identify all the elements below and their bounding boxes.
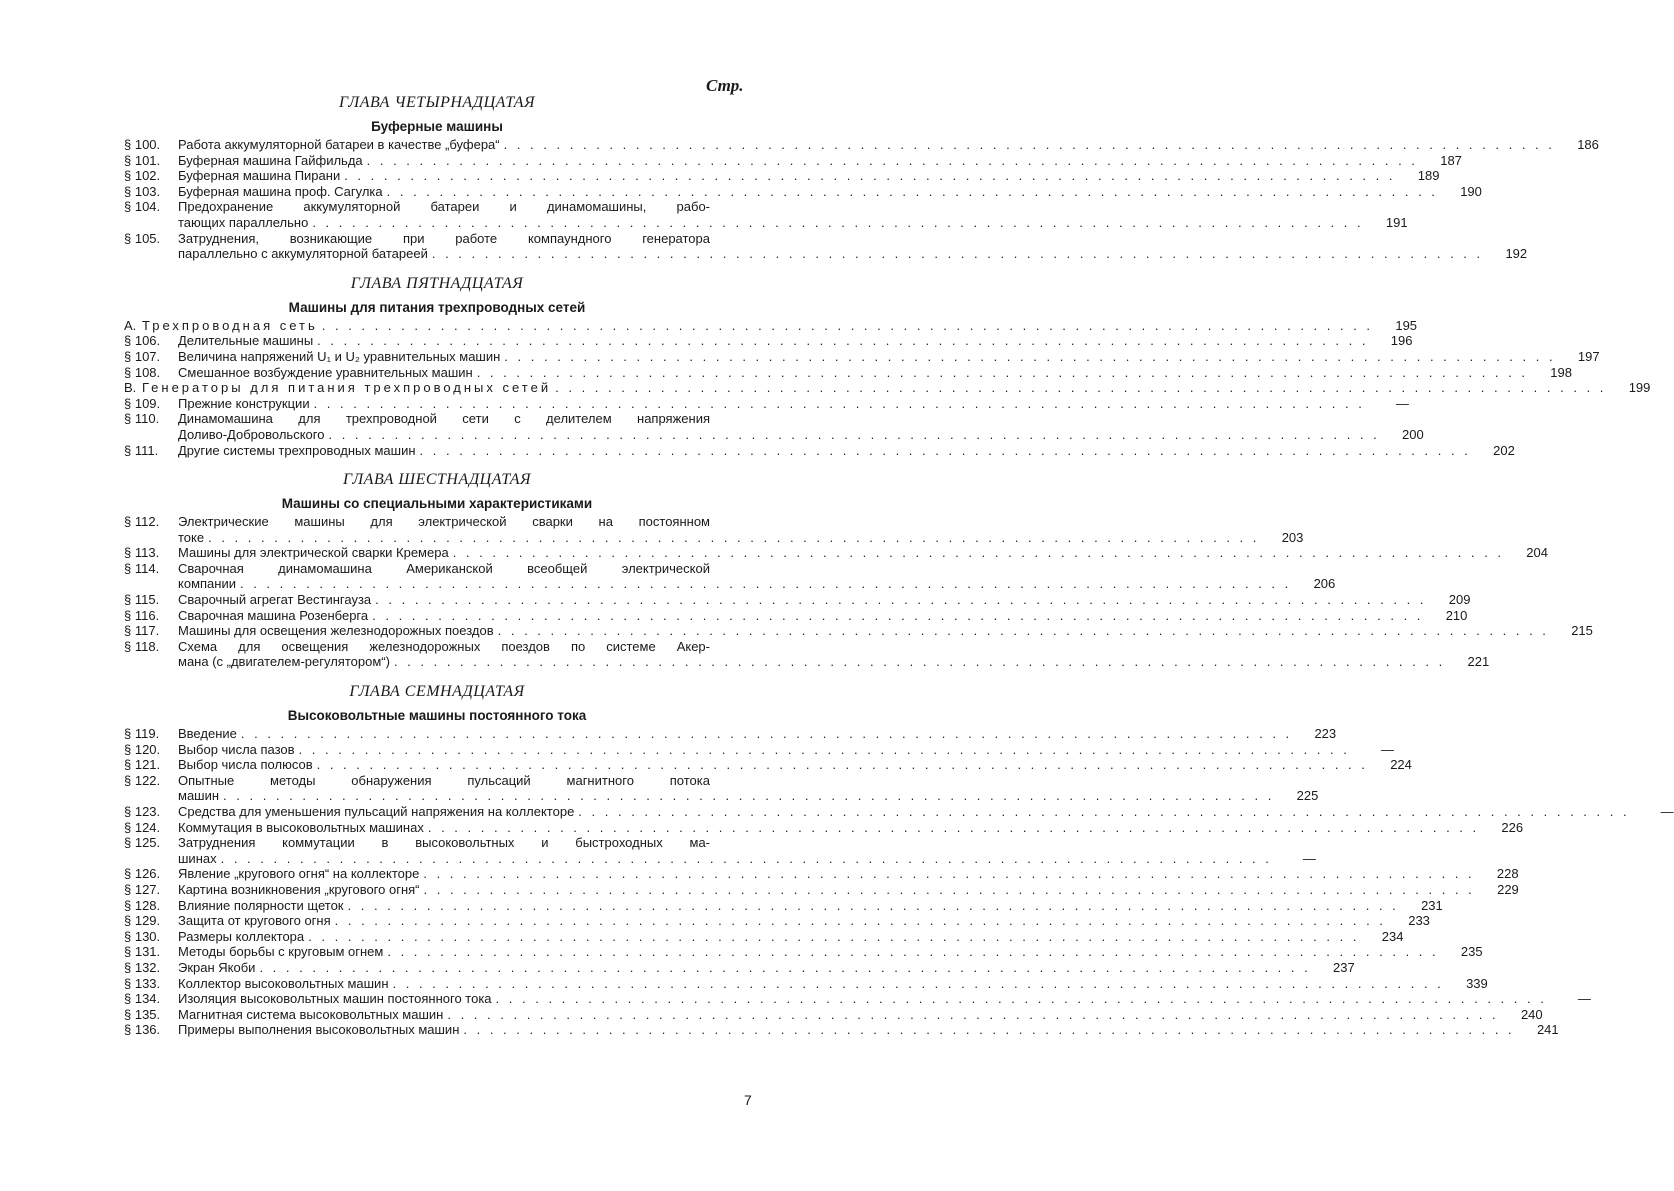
dot-leader: . . . . . . . . . . . . . . . . . . . . . . . . . . . . . . . . . . . . . . . . . . . . . . . . . . . . . . . . . . . . . . . . . . . . . . . . . . . . . . . .: [366, 152, 1418, 168]
entry-title-line: компании: [178, 576, 236, 592]
section-number: § 113.: [124, 545, 160, 561]
section-number: § 119.: [124, 726, 160, 742]
entry-page-number: 237: [1333, 959, 1355, 975]
dot-leader: . . . . . . . . . . . . . . . . . . . . . . . . . . . . . . . . . . . . . . . . . . . . . . . . . . . . . . . . . . . . . . . . . . . . . . . . . . . . . . . .: [223, 788, 1275, 804]
entry-page-number: 215: [1571, 623, 1593, 639]
entry-title-line: Затруднения коммутации в высоковольтных и быстроходных ма-: [178, 835, 710, 851]
toc-entry[interactable]: [124, 168, 1440, 184]
section-number: § 114.: [124, 560, 160, 576]
entry-page-number: 190: [1460, 183, 1482, 199]
section-number: § 118.: [124, 638, 160, 654]
entry-title-line: Влияние полярности щеток: [178, 897, 344, 913]
entry-title-line: Коммутация в высоковольтных машинах: [178, 819, 424, 835]
section-number: § 115.: [124, 592, 160, 608]
dot-leader: . . . . . . . . . . . . . . . . . . . . . . . . . . . . . . . . . . . . . . . . . . . . . . . . . . . . . . . . . . . . . . . . . . . . . . . . . . . . . . . .: [313, 395, 1365, 411]
dot-leader: . . . . . . . . . . . . . . . . . . . . . . . . . . . . . . . . . . . . . . . . . . . . . . . . . . . . . . . . . . . . . . . . . . . . . . . . . . . . . . . .: [239, 576, 1292, 592]
toc-entry[interactable]: [124, 183, 1482, 200]
entry-title-line: Сварочная машина Розенберга: [178, 607, 369, 623]
entry-title-line: Буферная машина Гайфильда: [178, 152, 363, 168]
entry-title-line: Делительные машины: [178, 333, 314, 349]
dot-leader: . . . . . . . . . . . . . . . . . . . . . . . . . . . . . . . . . . . . . . . . . . . . . . . . . . . . . . . . . . . . . . . . . . . . . . . . . . . . . . . .: [555, 380, 1607, 396]
toc-entry[interactable]: [124, 545, 1548, 561]
toc-entry[interactable]: [124, 975, 1488, 992]
entry-page-number: 210: [1445, 607, 1468, 623]
toc-entry[interactable]: [124, 638, 1490, 670]
entry-title-line: Другие системы трехпроводных машин: [178, 442, 416, 458]
dot-leader: . . . . . . . . . . . . . . . . . . . . . . . . . . . . . . . . . . . . . . . . . . . . . . . . . . . . . . . . . . . . . . . . . . . . . . . . . . . . . . . .: [347, 897, 1399, 913]
toc-entry[interactable]: [124, 348, 1600, 365]
entry-title-line: Защита от кругового огня: [178, 913, 331, 929]
dot-leader: . . . . . . . . . . . . . . . . . . . . . . . . . . . . . . . . . . . . . . . . . . . . . . . . . . . . . . . . . . . . . . . . . . . . . . . . . . . . . . . .: [316, 757, 1368, 773]
section-number: § 120.: [124, 741, 161, 757]
entry-page-number: 199: [1628, 380, 1651, 396]
entry-page-number: 189: [1417, 168, 1440, 184]
entry-page-number: 197: [1577, 348, 1600, 364]
entry-page-number: 233: [1408, 913, 1430, 929]
entry-title-line: Методы борьбы с круговым огнем: [178, 944, 384, 960]
entry-page-number: 204: [1526, 545, 1548, 561]
section-number: § 128.: [124, 897, 161, 913]
dot-leader: . . . . . . . . . . . . . . . . . . . . . . . . . . . . . . . . . . . . . . . . . . . . . . . . . . . . . . . . . . . . . . . . . . . . . . . . . . . . . . . .: [317, 333, 1369, 349]
entry-title-line: Буферная машина проф. Сагулка: [178, 183, 383, 199]
entry-page-number: 231: [1421, 897, 1443, 913]
chapter-title: ГЛАВА ЧЕТЫРНАДЦАТАЯ: [339, 94, 535, 111]
dot-leader: . . . . . . . . . . . . . . . . . . . . . . . . . . . . . . . . . . . . . . . . . . . . . . . . . . . . . . . . . . . . . . . . . . . . . . . . . . . . . . . .: [240, 726, 1293, 742]
toc-entry[interactable]: [124, 364, 1572, 381]
dot-leader: . . . . . . . . . . . . . . . . . . . . . . . . . . . . . . . . . . . . . . . . . . . . . . . . . . . . . . . . . . . . . . . . . . . . . . . . . . . . . . . .: [463, 1022, 1515, 1038]
dot-leader: . . . . . . . . . . . . . . . . . . . . . . . . . . . . . . . . . . . . . . . . . . . . . . . . . . . . . . . . . . . . . . . . . . . . . . . . . . . . . . . .: [386, 183, 1438, 199]
dot-leader: . . . . . . . . . . . . . . . . . . . . . . . . . . . . . . . . . . . . . . . . . . . . . . . . . . . . . . . . . . . . . . . . . . . . . . . . . . . . . . . .: [431, 246, 1484, 262]
section-number: § 135.: [124, 1006, 161, 1022]
dot-leader: . . . . . . . . . . . . . . . . . . . . . . . . . . . . . . . . . . . . . . . . . . . . . . . . . . . . . . . . . . . . . . . . . . . . . . . . . . . . . . . .: [387, 944, 1439, 960]
chapter-title: ГЛАВА СЕМНАДЦАТАЯ: [349, 683, 525, 701]
toc-entry[interactable]: [124, 442, 1515, 459]
toc-entry[interactable]: [124, 592, 1471, 608]
dot-leader: . . . . . . . . . . . . . . . . . . . . . . . . . . . . . . . . . . . . . . . . . . . . . . . . . . . . . . . . . . . . . . . . . . . . . . . . . . . . . . . .: [208, 529, 1260, 545]
entry-page-number: 240: [1520, 1006, 1543, 1022]
entry-page-number: —: [1395, 395, 1409, 411]
entry-title-line: Затруднения, возникающие при работе компаундного генератора: [178, 230, 710, 246]
entry-page-number: 209: [1448, 592, 1471, 608]
entry-page-number: 228: [1496, 866, 1519, 882]
toc-entry[interactable]: [124, 928, 1404, 945]
entry-title-line: Предохранение аккумуляторной батареи и динамомашины, рабо-: [178, 199, 710, 215]
entry-page-number: 229: [1497, 881, 1519, 897]
entry-title-line: Величина напряжений U₁ и U₂ уравнительных машин: [178, 348, 501, 364]
dot-leader: . . . . . . . . . . . . . . . . . . . . . . . . . . . . . . . . . . . . . . . . . . . . . . . . . . . . . . . . . . . . . . . . . . . . . . . . . . . . . . . .: [392, 975, 1444, 991]
section-number: § 102.: [124, 168, 161, 184]
entry-page-number: 203: [1281, 529, 1304, 545]
section-number: § 134.: [124, 991, 161, 1007]
chapter-subtitle: Буферные машины: [371, 119, 503, 134]
section-number: § 131.: [124, 944, 161, 960]
toc-entry[interactable]: [124, 804, 1674, 820]
section-number: § 133.: [124, 975, 161, 991]
entry-page-number: 192: [1505, 246, 1528, 262]
dot-leader: . . . . . . . . . . . . . . . . . . . . . . . . . . . . . . . . . . . . . . . . . . . . . . . . . . . . . . . . . . . . . . . . . . . . . . . . . . . . . . . .: [504, 348, 1556, 364]
toc-entry[interactable]: [124, 1006, 1543, 1023]
toc-entry[interactable]: [124, 199, 1408, 230]
toc-entry[interactable]: [124, 560, 1336, 592]
section-number: § 109.: [124, 395, 161, 411]
entry-page-number: —: [1577, 991, 1591, 1007]
toc-entry[interactable]: [124, 623, 1593, 639]
entry-title-line: Трехпроводная сеть: [142, 317, 318, 333]
toc-entry[interactable]: [124, 230, 1528, 262]
entry-title-line: Динамомашина для трехпроводной сети с делителем напряжения: [178, 411, 710, 427]
section-number: § 103.: [124, 183, 161, 199]
dot-leader: . . . . . . . . . . . . . . . . . . . . . . . . . . . . . . . . . . . . . . . . . . . . . . . . . . . . . . . . . . . . . . . . . . . . . . . . . . . . . . . .: [328, 426, 1380, 442]
section-number: § 112.: [124, 514, 160, 530]
dot-leader: . . . . . . . . . . . . . . . . . . . . . . . . . . . . . . . . . . . . . . . . . . . . . . . . . . . . . . . . . . . . . . . . . . . . . . . . . . . . . . . .: [423, 866, 1475, 882]
entry-page-number: 225: [1296, 788, 1319, 804]
section-number: § 132.: [124, 959, 161, 975]
entry-title-line: Картина возникновения „кругового огня“: [178, 881, 420, 897]
entry-title-line: Выбор числа пазов: [178, 741, 295, 757]
entry-page-number: 339: [1466, 975, 1488, 991]
dot-leader: . . . . . . . . . . . . . . . . . . . . . . . . . . . . . . . . . . . . . . . . . . . . . . . . . . . . . . . . . . . . . . . . . . . . . . . . . . . . . . . .: [321, 317, 1374, 333]
toc-entry[interactable]: [124, 741, 1394, 758]
dot-leader: . . . . . . . . . . . . . . . . . . . . . . . . . . . . . . . . . . . . . . . . . . . . . . . . . . . . . . . . . . . . . . . . . . . . . . . . . . . . . . . .: [344, 168, 1396, 184]
entry-page-number: 206: [1313, 576, 1336, 592]
section-number: § 100.: [124, 137, 161, 152]
section-number: § 129.: [124, 913, 161, 929]
section-number: § 108.: [124, 364, 161, 380]
entry-page-number: 186: [1577, 137, 1599, 152]
toc-entry[interactable]: В. Генераторы для питания трехпроводных сетей . . . . . . . . . . . . . . . . . . . . . . . . . . . . . . . . . . . . . . . . . . . . . . . . . . . . . . . . . . . . . . . . . . . . . . . . . . . . . . . . 199: [124, 380, 1651, 396]
toc-entry[interactable]: [124, 944, 1483, 960]
entry-page-number: 195: [1395, 317, 1418, 333]
dot-leader: . . . . . . . . . . . . . . . . . . . . . . . . . . . . . . . . . . . . . . . . . . . . . . . . . . . . . . . . . . . . . . . . . . . . . . . . . . . . . . . .: [375, 592, 1427, 608]
entry-page-number: 187: [1440, 152, 1462, 168]
entry-title-line: Выбор числа полюсов: [178, 757, 313, 773]
entry-page-number: —: [1660, 804, 1674, 819]
toc-entry[interactable]: [124, 152, 1462, 169]
toc-entry[interactable]: А. Трехпроводная сеть . . . . . . . . . . . . . . . . . . . . . . . . . . . . . . . . . . . . . . . . . . . . . . . . . . . . . . . . . . . . . . . . . . . . . . . . . . . . . . . . 195: [124, 317, 1418, 333]
entry-title-line: Генераторы для питания трехпроводных сетей: [142, 380, 552, 396]
toc-entry[interactable]: [124, 411, 1424, 442]
toc-entry[interactable]: [124, 395, 1409, 412]
section-number: § 101.: [124, 152, 161, 168]
toc-entry[interactable]: [124, 866, 1519, 882]
toc-entry[interactable]: [124, 991, 1591, 1007]
dot-leader: . . . . . . . . . . . . . . . . . . . . . . . . . . . . . . . . . . . . . . . . . . . . . . . . . . . . . . . . . . . . . . . . . . . . . . . . . . . . . . . .: [476, 364, 1528, 380]
entry-title-line: тающих параллельно: [178, 214, 309, 230]
section-number: § 116.: [124, 607, 160, 623]
chapter-title: ГЛАВА ШЕСТНАДЦАТАЯ: [342, 471, 532, 489]
section-number: § 130.: [124, 928, 161, 944]
section-number: § 121.: [124, 757, 161, 773]
toc-entry[interactable]: [124, 959, 1355, 976]
entry-title-line: Опытные методы обнаружения пульсаций магнитного потока: [178, 772, 710, 788]
entry-page-number: 221: [1467, 654, 1490, 670]
dot-leader: . . . . . . . . . . . . . . . . . . . . . . . . . . . . . . . . . . . . . . . . . . . . . . . . . . . . . . . . . . . . . . . . . . . . . . . . . . . . . . . .: [503, 137, 1555, 152]
section-number: § 126.: [124, 866, 161, 882]
dot-leader: . . . . . . . . . . . . . . . . . . . . . . . . . . . . . . . . . . . . . . . . . . . . . . . . . . . . . . . . . . . . . . . . . . . . . . . . . . . . . . . .: [452, 545, 1504, 561]
entry-title-line: Явление „кругового огня“ на коллекторе: [178, 866, 420, 882]
section-number: § 106.: [124, 333, 161, 349]
entry-page-number: —: [1302, 850, 1316, 866]
section-number: § 107.: [124, 348, 161, 364]
toc-entry[interactable]: [124, 772, 1319, 804]
entry-title-line: Смешанное возбуждение уравнительных машин: [178, 364, 473, 380]
toc-entry[interactable]: [124, 881, 1519, 898]
entry-title-line: Введение: [178, 726, 237, 742]
dot-leader: . . . . . . . . . . . . . . . . . . . . . . . . . . . . . . . . . . . . . . . . . . . . . . . . . . . . . . . . . . . . . . . . . . . . . . . . . . . . . . . .: [372, 607, 1424, 623]
toc-entry[interactable]: [124, 333, 1413, 349]
entry-page-number: 196: [1390, 333, 1413, 349]
section-number: § 125.: [124, 835, 161, 851]
entry-page-number: 224: [1390, 757, 1412, 773]
section-number: § 123.: [124, 804, 161, 819]
dot-leader: . . . . . . . . . . . . . . . . . . . . . . . . . . . . . . . . . . . . . . . . . . . . . . . . . . . . . . . . . . . . . . . . . . . . . . . . . . . . . . . .: [427, 819, 1480, 835]
chapter-title: ГЛАВА ПЯТНАДЦАТАЯ: [350, 274, 524, 292]
toc-entry[interactable]: [124, 913, 1430, 929]
toc-entry[interactable]: [124, 897, 1443, 914]
toc-entry[interactable]: [124, 819, 1524, 836]
entry-page-number: 226: [1501, 819, 1524, 835]
entry-page-number: 191: [1385, 214, 1408, 230]
dot-leader: . . . . . . . . . . . . . . . . . . . . . . . . . . . . . . . . . . . . . . . . . . . . . . . . . . . . . . . . . . . . . . . . . . . . . . . . . . . . . . . .: [259, 959, 1311, 975]
entry-title-line: Коллектор высоковольтных машин: [178, 975, 389, 991]
page-number: 7: [744, 1092, 752, 1108]
section-number: § 110.: [124, 411, 160, 427]
entry-title-line: Электрические машины для электрической сварки на постоянном: [178, 514, 710, 530]
dot-leader: . . . . . . . . . . . . . . . . . . . . . . . . . . . . . . . . . . . . . . . . . . . . . . . . . . . . . . . . . . . . . . . . . . . . . . . . . . . . . . . .: [578, 804, 1630, 819]
entry-page-number: 200: [1402, 426, 1424, 442]
section-number: § 117.: [124, 623, 160, 639]
entry-title-line: Сварочный агрегат Вестингауза: [178, 592, 372, 608]
entry-title-line: Изоляция высоковольтных машин постоянного тока: [178, 991, 492, 1007]
section-number: § 105.: [124, 230, 161, 246]
toc-entry[interactable]: [124, 514, 1304, 545]
chapter-subtitle: Машины со специальными характеристиками: [281, 496, 593, 512]
entry-title-line: Экран Якоби: [178, 959, 256, 975]
toc-entry[interactable]: [124, 137, 1599, 153]
dot-leader: . . . . . . . . . . . . . . . . . . . . . . . . . . . . . . . . . . . . . . . . . . . . . . . . . . . . . . . . . . . . . . . . . . . . . . . . . . . . . . . .: [220, 850, 1272, 866]
entry-title-line: Магнитная система высоковольтных машин: [178, 1006, 444, 1022]
table-of-contents: [124, 93, 1674, 1038]
dot-leader: . . . . . . . . . . . . . . . . . . . . . . . . . . . . . . . . . . . . . . . . . . . . . . . . . . . . . . . . . . . . . . . . . . . . . . . . . . . . . . . .: [447, 1006, 1499, 1022]
dot-leader: . . . . . . . . . . . . . . . . . . . . . . . . . . . . . . . . . . . . . . . . . . . . . . . . . . . . . . . . . . . . . . . . . . . . . . . . . . . . . . . .: [308, 928, 1360, 944]
entry-title-line: Размеры коллектора: [178, 928, 305, 944]
entry-title-line: шинах: [178, 850, 217, 866]
entry-title-line: Прежние конструкции: [178, 395, 310, 411]
chapter-section: [124, 93, 1599, 262]
entry-title-line: Работа аккумуляторной батареи в качестве „буфера“: [178, 137, 500, 152]
entry-title-line: Доливо-Добровольского: [178, 426, 325, 442]
dot-leader: . . . . . . . . . . . . . . . . . . . . . . . . . . . . . . . . . . . . . . . . . . . . . . . . . . . . . . . . . . . . . . . . . . . . . . . . . . . . . . . .: [393, 654, 1446, 670]
chapter-section: [124, 682, 1674, 1038]
entry-title-line: параллельно с аккумуляторной батареей: [178, 246, 428, 262]
entry-page-number: —: [1380, 741, 1394, 757]
section-number: § 104.: [124, 199, 161, 215]
section-number: § 127.: [124, 881, 161, 897]
dot-leader: . . . . . . . . . . . . . . . . . . . . . . . . . . . . . . . . . . . . . . . . . . . . . . . . . . . . . . . . . . . . . . . . . . . . . . . . . . . . . . . .: [334, 913, 1386, 929]
toc-entry[interactable]: [124, 757, 1412, 773]
toc-entry[interactable]: [124, 1022, 1559, 1038]
entry-title-line: машин: [178, 788, 220, 804]
chapter-section: [124, 470, 1593, 670]
entry-page-number: 198: [1550, 364, 1572, 380]
entry-title-line: Буферная машина Пирани: [178, 168, 341, 184]
entry-page-number: 202: [1493, 442, 1515, 458]
dot-leader: . . . . . . . . . . . . . . . . . . . . . . . . . . . . . . . . . . . . . . . . . . . . . . . . . . . . . . . . . . . . . . . . . . . . . . . . . . . . . . . .: [298, 741, 1350, 757]
section-number: § 122.: [124, 772, 161, 788]
entry-page-number: 235: [1460, 944, 1483, 960]
entry-page-number: 241: [1536, 1022, 1559, 1038]
entry-page-number: 234: [1381, 928, 1404, 944]
dot-leader: . . . . . . . . . . . . . . . . . . . . . . . . . . . . . . . . . . . . . . . . . . . . . . . . . . . . . . . . . . . . . . . . . . . . . . . . . . . . . . . .: [419, 442, 1471, 458]
section-number: § 111.: [124, 442, 159, 458]
toc-entry[interactable]: [124, 726, 1337, 742]
chapter-subtitle: Высоковольтные машины постоянного тока: [287, 708, 587, 724]
entry-page-number: 223: [1314, 726, 1337, 742]
dot-leader: . . . . . . . . . . . . . . . . . . . . . . . . . . . . . . . . . . . . . . . . . . . . . . . . . . . . . . . . . . . . . . . . . . . . . . . . . . . . . . . .: [423, 881, 1475, 897]
chapter-subtitle: Машины для питания трехпроводных сетей: [288, 299, 586, 315]
entry-title-line: Примеры выполнения высоковольтных машин: [178, 1022, 460, 1038]
entry-title-line: Машины для освещения железнодорожных поездов: [178, 623, 494, 639]
toc-entry[interactable]: [124, 835, 1316, 866]
page-column-label: Стр.: [706, 76, 744, 95]
entry-title-line: токе: [178, 529, 205, 545]
section-number: § 136.: [124, 1022, 161, 1038]
entry-title-line: Средства для уменьшения пульсаций напряжения на коллекторе: [178, 804, 575, 819]
dot-leader: . . . . . . . . . . . . . . . . . . . . . . . . . . . . . . . . . . . . . . . . . . . . . . . . . . . . . . . . . . . . . . . . . . . . . . . . . . . . . . . .: [312, 214, 1364, 230]
dot-leader: . . . . . . . . . . . . . . . . . . . . . . . . . . . . . . . . . . . . . . . . . . . . . . . . . . . . . . . . . . . . . . . . . . . . . . . . . . . . . . . .: [495, 991, 1547, 1007]
dot-leader: . . . . . . . . . . . . . . . . . . . . . . . . . . . . . . . . . . . . . . . . . . . . . . . . . . . . . . . . . . . . . . . . . . . . . . . . . . . . . . . .: [497, 623, 1549, 639]
toc-entry[interactable]: [124, 607, 1468, 624]
entry-title-line: Машины для электрической сварки Кремера: [178, 545, 449, 561]
section-number: § 124.: [124, 819, 161, 835]
entry-title-line: Сварочная динамомашина Американской всеобщей электрической: [178, 560, 710, 576]
chapter-section: [124, 274, 1651, 458]
entry-title-line: Схема для освещения железнодорожных поездов по системе Акер-: [178, 638, 710, 654]
entry-title-line: мана (с „двигателем-регулятором“): [178, 654, 390, 670]
